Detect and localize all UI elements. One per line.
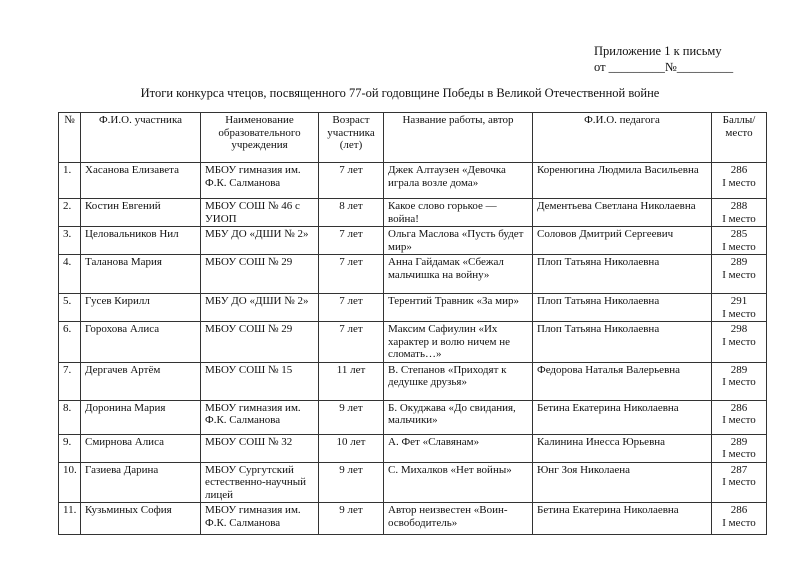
cell-age: 7 лет xyxy=(319,255,384,294)
cell-score-place xyxy=(712,163,767,199)
col-header: Возраст участника (лет) xyxy=(319,113,384,163)
cell-n: 10. xyxy=(59,462,81,503)
cell-score-place xyxy=(712,294,767,322)
cell-score-place xyxy=(712,199,767,227)
table-row xyxy=(59,400,767,434)
cell-n: 2. xyxy=(59,199,81,227)
place: I место xyxy=(722,212,756,225)
cell-teacher: Плоп Татьяна Николаевна xyxy=(533,322,712,363)
cell-age: 7 лет xyxy=(319,322,384,363)
cell-score-place xyxy=(712,400,767,434)
table-row xyxy=(59,322,767,363)
cell-teacher: Федорова Наталья Валерьевна xyxy=(533,362,712,400)
place: I место xyxy=(722,335,756,348)
cell-school: МБОУ гимназия им. Ф.К. Салманова xyxy=(201,503,319,535)
cell-name: Дергачев Артём xyxy=(81,362,201,400)
cell-score-place xyxy=(712,255,767,294)
place: I место xyxy=(722,516,756,529)
cell-name: Газиева Дарина xyxy=(81,462,201,503)
table-row xyxy=(59,294,767,322)
score: 289 xyxy=(730,256,748,268)
score: 288 xyxy=(730,200,748,212)
col-header: Ф.И.О. участника xyxy=(81,113,201,163)
cell-name: Смирнова Алиса xyxy=(81,434,201,462)
cell-age: 7 лет xyxy=(319,227,384,255)
cell-score-place xyxy=(712,227,767,255)
place: I место xyxy=(722,240,756,253)
place: I место xyxy=(722,307,756,320)
cell-age: 9 лет xyxy=(319,503,384,535)
cell-teacher: Дементьева Светлана Николаевна xyxy=(533,199,712,227)
cell-age: 10 лет xyxy=(319,434,384,462)
cell-name: Доронина Мария xyxy=(81,400,201,434)
col-header: Баллы/ место xyxy=(712,113,767,163)
cell-school: МБУ ДО «ДШИ № 2» xyxy=(201,227,319,255)
appendix-note xyxy=(594,43,733,75)
cell-n: 4. xyxy=(59,255,81,294)
cell-n: 11. xyxy=(59,503,81,535)
cell-work: Джек Алтаузен «Девочка играла возле дома» xyxy=(384,163,533,199)
table-row xyxy=(59,503,767,535)
score: 286 xyxy=(730,164,748,176)
cell-work: Автор неизвестен «Воин-освободитель» xyxy=(384,503,533,535)
cell-work: В. Степанов «Приходят к дедушке друзья» xyxy=(384,362,533,400)
from-line: от _________№_________ xyxy=(594,60,734,74)
table-row xyxy=(59,199,767,227)
cell-teacher: Плоп Татьяна Николаевна xyxy=(533,294,712,322)
cell-name: Целовальников Нил xyxy=(81,227,201,255)
cell-teacher: Юнг Зоя Николаена xyxy=(533,462,712,503)
cell-name: Хасанова Елизавета xyxy=(81,163,201,199)
cell-score-place xyxy=(712,322,767,363)
cell-teacher: Коренюгина Людмила Васильевна xyxy=(533,163,712,199)
score: 298 xyxy=(730,323,748,335)
cell-n: 3. xyxy=(59,227,81,255)
cell-n: 5. xyxy=(59,294,81,322)
cell-school: МБОУ СОШ № 29 xyxy=(201,255,319,294)
cell-work: Б. Окуджава «До свидания, мальчики» xyxy=(384,400,533,434)
table-row xyxy=(59,462,767,503)
cell-school: МБОУ гимназия им. Ф.К. Салманова xyxy=(201,400,319,434)
cell-score-place xyxy=(712,462,767,503)
cell-school: МБОУ СОШ № 15 xyxy=(201,362,319,400)
cell-school: МБУ ДО «ДШИ № 2» xyxy=(201,294,319,322)
cell-school: МБОУ СОШ № 29 xyxy=(201,322,319,363)
cell-n: 9. xyxy=(59,434,81,462)
place: I место xyxy=(722,448,756,460)
cell-work: Максим Сафиулин «Их характер и волю ничем не сломать…» xyxy=(384,322,533,363)
cell-score-place xyxy=(712,503,767,535)
cell-school: МБОУ Сургутский естественно-научный лицей xyxy=(201,462,319,503)
col-header: Название работы, автор xyxy=(384,113,533,163)
results-table xyxy=(58,112,767,535)
table-header-row xyxy=(59,113,767,163)
document-title: Итоги конкурса чтецов, посвященного 77-ой годовщине Победы в Великой Отечественной войне xyxy=(140,86,660,100)
table-row xyxy=(59,362,767,400)
cell-school: МБОУ СОШ № 32 xyxy=(201,434,319,462)
place: I место xyxy=(722,414,756,426)
col-header: Наименование образовательного учреждения xyxy=(201,113,319,163)
appendix-label: Приложение 1 к письму xyxy=(594,44,722,58)
cell-teacher: Бетина Екатерина Николаевна xyxy=(533,503,712,535)
score: 287 xyxy=(730,463,748,476)
cell-n: 1. xyxy=(59,163,81,199)
cell-name: Гусев Кирилл xyxy=(81,294,201,322)
score: 285 xyxy=(730,228,748,240)
score: 286 xyxy=(730,401,748,414)
cell-n: 6. xyxy=(59,322,81,363)
cell-n: 7. xyxy=(59,362,81,400)
cell-age: 8 лет xyxy=(319,199,384,227)
cell-age: 7 лет xyxy=(319,163,384,199)
col-header: Ф.И.О. педагога xyxy=(533,113,712,163)
score: 286 xyxy=(730,504,748,516)
cell-work: А. Фет «Славянам» xyxy=(384,434,533,462)
cell-name: Костин Евгений xyxy=(81,199,201,227)
cell-work: Анна Гайдамак «Сбежал мальчишка на войну» xyxy=(384,255,533,294)
cell-score-place xyxy=(712,434,767,462)
cell-work: Какое слово горькое — война! xyxy=(384,199,533,227)
cell-school: МБОУ СОШ № 46 с УИОП xyxy=(201,199,319,227)
cell-work: С. Михалков «Нет войны» xyxy=(384,462,533,503)
cell-age: 7 лет xyxy=(319,294,384,322)
place: I место xyxy=(722,268,756,281)
cell-n: 8. xyxy=(59,400,81,434)
score: 289 xyxy=(730,363,748,376)
cell-work: Терентий Травник «За мир» xyxy=(384,294,533,322)
cell-name: Горохова Алиса xyxy=(81,322,201,363)
cell-teacher: Калинина Инесса Юрьевна xyxy=(533,434,712,462)
place: I место xyxy=(722,376,756,388)
cell-teacher: Соловов Дмитрий Сергеевич xyxy=(533,227,712,255)
score: 289 xyxy=(730,435,748,448)
cell-name: Кузьминых София xyxy=(81,503,201,535)
cell-school: МБОУ гимназия им. Ф.К. Салманова xyxy=(201,163,319,199)
cell-work: Ольга Маслова «Пусть будет мир» xyxy=(384,227,533,255)
table-row xyxy=(59,227,767,255)
cell-age: 11 лет xyxy=(319,362,384,400)
cell-name: Таланова Мария xyxy=(81,255,201,294)
table-row xyxy=(59,163,767,199)
cell-teacher: Бетина Екатерина Николаевна xyxy=(533,400,712,434)
table-row xyxy=(59,255,767,294)
place: I место xyxy=(722,476,756,488)
cell-age: 9 лет xyxy=(319,400,384,434)
cell-age: 9 лет xyxy=(319,462,384,503)
cell-teacher: Плоп Татьяна Николаевна xyxy=(533,255,712,294)
score: 291 xyxy=(730,295,748,307)
cell-score-place xyxy=(712,362,767,400)
place: I место xyxy=(722,176,756,189)
col-header: № xyxy=(59,113,81,163)
table-row xyxy=(59,434,767,462)
